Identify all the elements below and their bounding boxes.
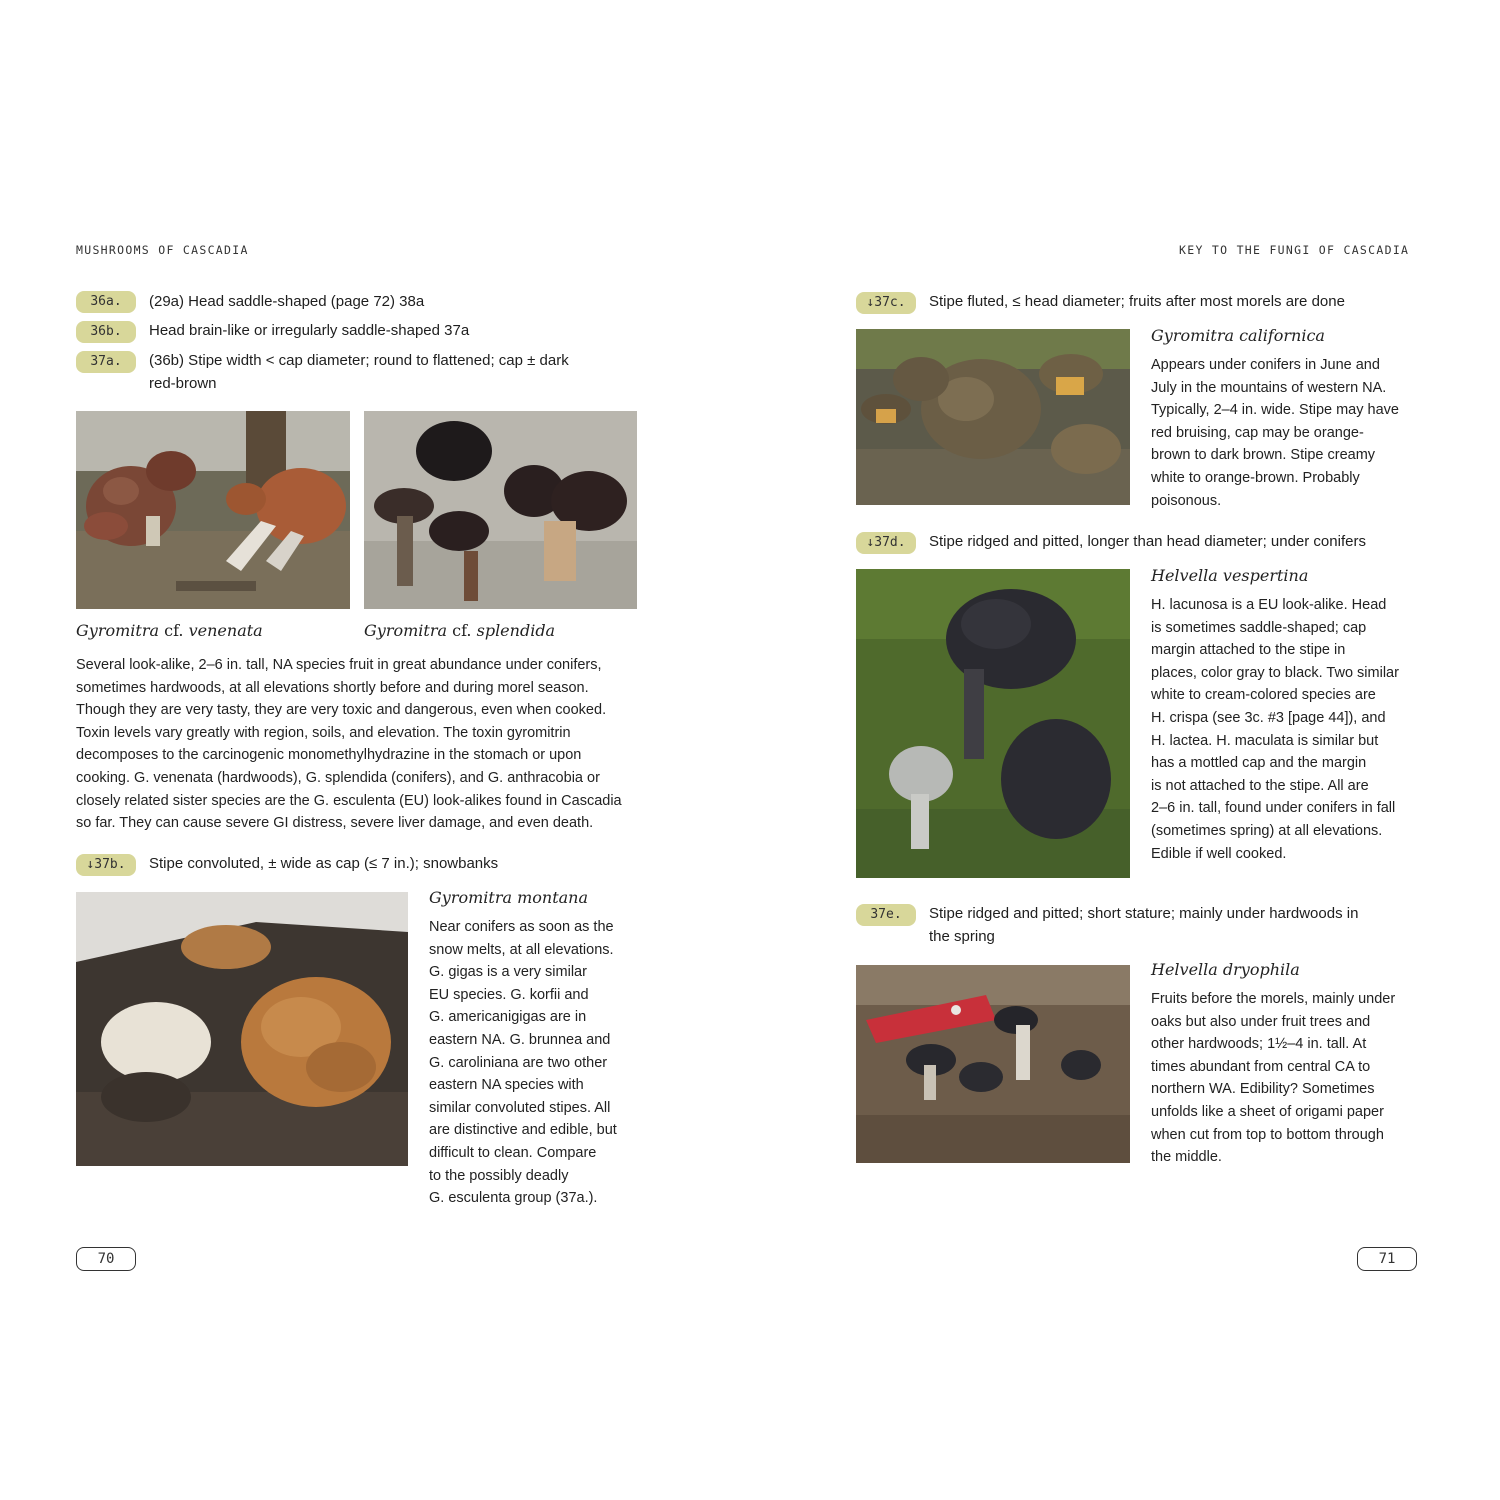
- species-gyromitra-californica: Gyromitra californica: [1151, 326, 1325, 345]
- key-entry-37b: Stipe convoluted, ± wide as cap (≤ 7 in.); snowbanks: [149, 855, 499, 872]
- key-badge-37a: 37a.: [76, 351, 136, 373]
- key-entry-36a: (29a) Head saddle-shaped (page 72) 38a: [149, 293, 425, 310]
- key-entry-37a: (36b) Stipe width < cap diameter; round to flattened; cap ± dark red-brown: [149, 352, 569, 392]
- key-entry-37d: Stipe ridged and pitted, longer than head diameter; under conifers: [929, 533, 1366, 550]
- running-head-left: MUSHROOMS OF CASCADIA: [76, 243, 249, 257]
- key-badge-37d: ↓37d.: [856, 532, 916, 554]
- photo-gyromitra-splendida: [364, 411, 637, 609]
- photo-gyromitra-venenata: [76, 411, 350, 609]
- gyromitra-description: Several look-alike, 2–6 in. tall, NA species fruit in great abundance under conifers, sometimes hardwoods, at all elevations shortly before and during morel season. Though they are very tasty, they are very toxic and dangerous, even when cooked. Toxin levels vary greatly with region, soils, and elevation. The toxin gyromitrin decomposes to the carcinogenic monomethylhydrazine in the stomach or upon cooking. G. venenata (hardwoods), G. splendida (conifers), and G. anthracobia or closely related sister species are the G. esculenta (EU) look-alikes found in Cascadia so far. They can cause severe GI distress, severe liver damage, and even death.: [76, 657, 622, 832]
- running-head-right: KEY TO THE FUNGI OF CASCADIA: [1179, 243, 1410, 257]
- photo-gyromitra-californica: [856, 329, 1130, 505]
- photo-helvella-dryophila: [856, 965, 1130, 1163]
- photo-gyromitra-montana: [76, 892, 408, 1166]
- key-badge-36a: 36a.: [76, 291, 136, 313]
- key-entry-36b: Head brain-like or irregularly saddle-shaped 37a: [149, 322, 470, 339]
- page-number-left: 70: [76, 1247, 136, 1271]
- key-entry-37e: Stipe ridged and pitted; short stature; mainly under hardwoods in the spring: [929, 905, 1359, 945]
- key-badge-36b: 36b.: [76, 321, 136, 343]
- page-number-right: 71: [1357, 1247, 1417, 1271]
- vespertina-description: H. lacunosa is a EU look-alike. Head is sometimes saddle-shaped; cap margin attached to the stipe in places, color gray to black. Two similar white to cream-colored species are H. crispa (see 3c. #3 [page 44]), and H. lactea. H. maculata is similar but has a mottled cap and the margin is not attached to the stipe. All are 2–6 in. tall, found under conifers in fall (sometimes spring) at all elevations. Edible if well cooked.: [1151, 597, 1399, 862]
- montana-description: Near conifers as soon as the snow melts, at all elevations. G. gigas is a very similar EU species. G. korfii and G. americanigigas are in eastern NA. G. brunnea and G. caroliniana are two other eastern NA species with similar convoluted stipes. All are distinctive and edible, but difficult to clean. Compare to the possibly deadly G. esculenta group (37a.).: [429, 919, 617, 1207]
- key-badge-37e: 37e.: [856, 904, 916, 926]
- photo-helvella-vespertina: [856, 569, 1130, 878]
- dryophila-description: Fruits before the morels, mainly under oaks but also under fruit trees and other hardwoods; 1½–4 in. tall. At times abundant from central CA to northern WA. Edibility? Sometimes unfolds like a sheet of origami paper when cut from top to bottom through the middle.: [1151, 991, 1396, 1166]
- key-badge-37b: ↓37b.: [76, 854, 136, 876]
- species-helvella-vespertina: Helvella vespertina: [1151, 566, 1309, 585]
- caption-venenata: Gyromitra cf. venenata: [76, 621, 263, 640]
- caption-splendida: Gyromitra cf. splendida: [364, 621, 556, 640]
- species-helvella-dryophila: Helvella dryophila: [1151, 960, 1300, 979]
- key-badge-37c: ↓37c.: [856, 292, 916, 314]
- key-entry-37c: Stipe fluted, ≤ head diameter; fruits after most morels are done: [929, 293, 1345, 310]
- californica-description: Appears under conifers in June and July in the mountains of western NA. Typically, 2–4 in. wide. Stipe may have red bruising, cap may be orange- brown to dark brown. Stipe creamy white to orange-brown. Probably poisonous.: [1151, 357, 1399, 509]
- species-gyromitra-montana: Gyromitra montana: [429, 888, 589, 907]
